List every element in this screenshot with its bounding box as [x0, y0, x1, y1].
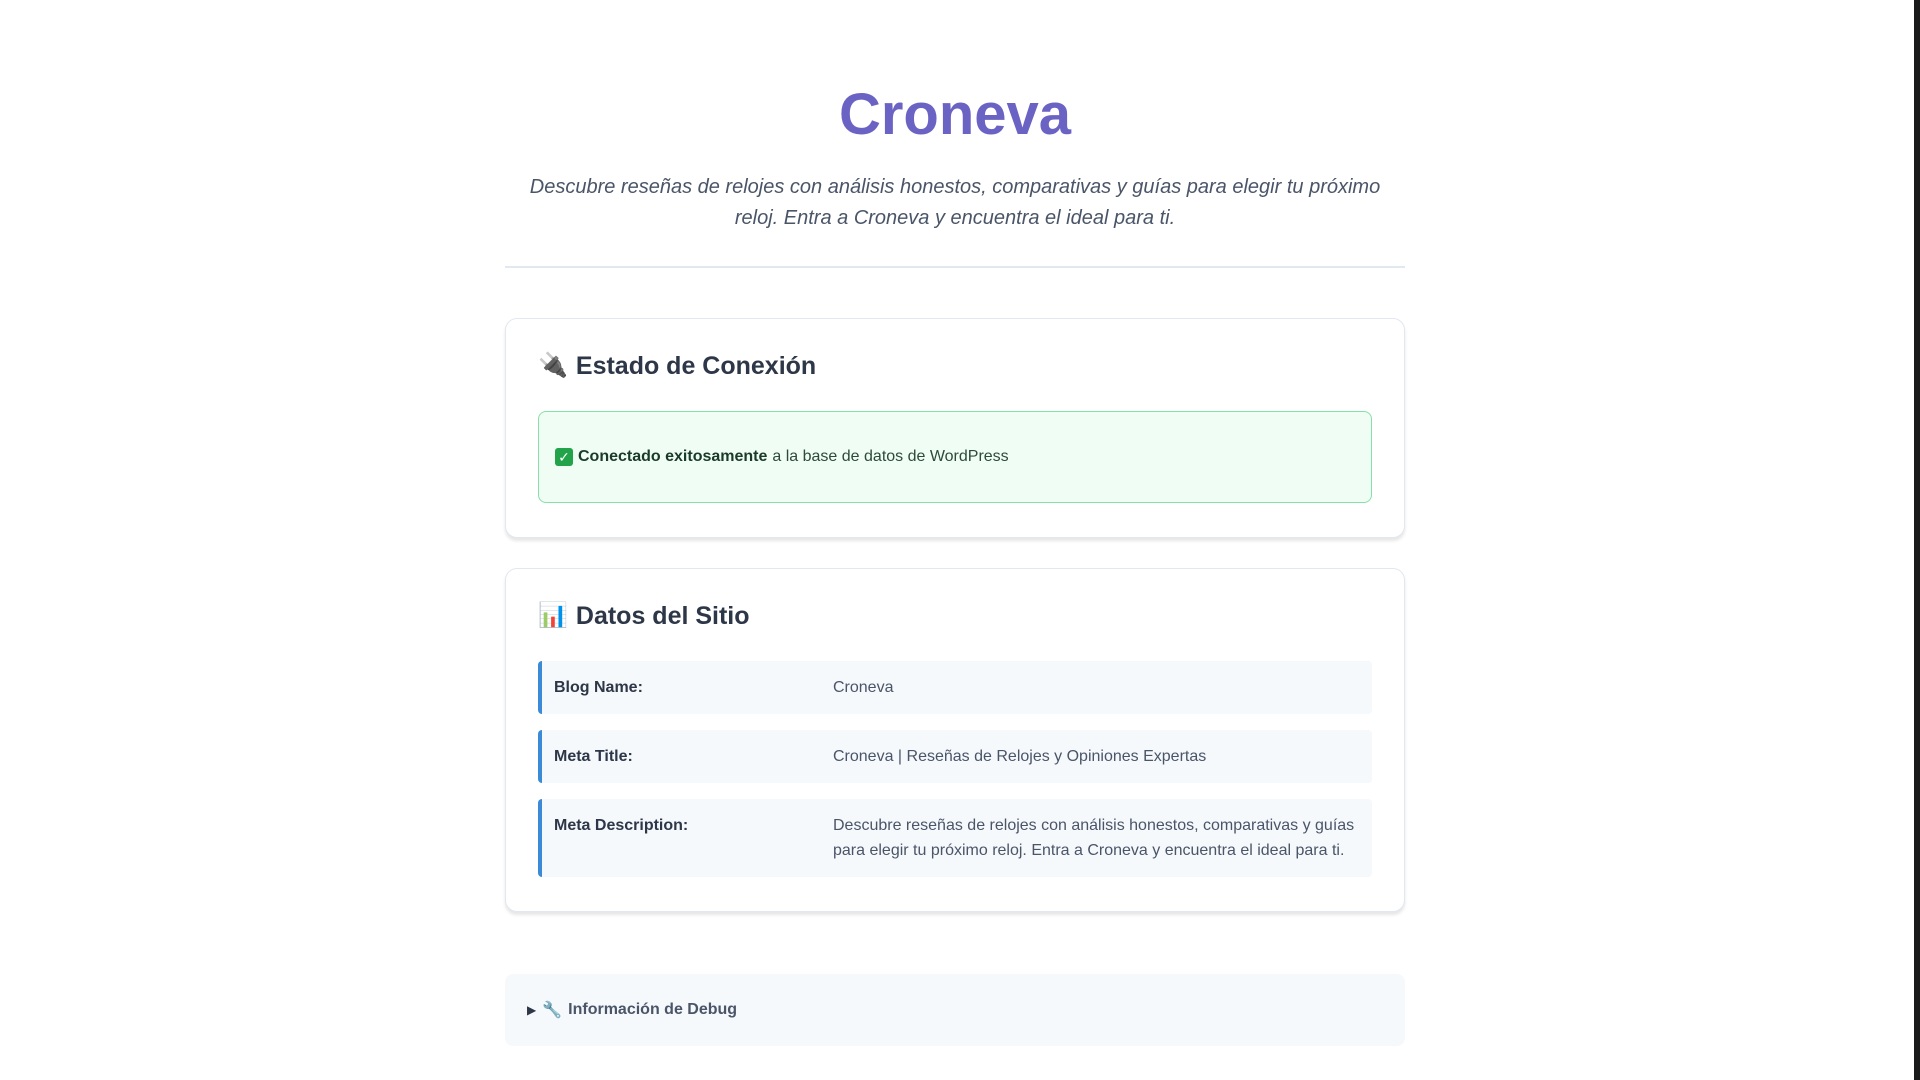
- debug-toggle[interactable]: [505, 974, 1405, 1046]
- data-value: Croneva | Reseñas de Relojes y Opiniones Expertas: [833, 748, 1207, 765]
- expand-arrow-icon: ▶: [527, 1003, 537, 1017]
- connection-status-box: [538, 411, 1372, 503]
- connection-card-title: [538, 349, 1372, 383]
- scrollbar-thumb[interactable]: [1914, 0, 1920, 1080]
- site-header: [505, 0, 1405, 268]
- data-row-meta-title: [538, 730, 1372, 783]
- data-value: Croneva: [833, 679, 894, 696]
- site-data-title-text: Datos del Sitio: [575, 602, 750, 630]
- main-container: [505, 0, 1405, 1046]
- plug-icon: 🔌: [538, 352, 568, 379]
- data-key: Meta Title:: [554, 748, 633, 765]
- site-title: Croneva: [838, 82, 1072, 147]
- data-value: Descubre reseñas de relojes con análisis honestos, comparativas y guías para elegir tu próximo reloj. Entra a Croneva y encuentra el ideal para ti.: [833, 817, 1355, 859]
- data-key: Meta Description:: [554, 817, 689, 834]
- wrench-icon: 🔧: [542, 1002, 563, 1019]
- connection-title-text: Estado de Conexión: [575, 352, 817, 380]
- status-text: a la base de datos de WordPress: [772, 448, 1009, 465]
- site-data-card: [505, 568, 1405, 912]
- debug-label: Información de Debug: [568, 1001, 738, 1018]
- data-key: Blog Name:: [554, 679, 643, 696]
- check-icon: ✓: [555, 448, 573, 466]
- connection-card: [505, 318, 1405, 538]
- data-row-meta-description: [538, 799, 1372, 877]
- data-row-blog-name: [538, 661, 1372, 714]
- site-tagline: Descubre reseñas de relojes con análisis honestos, comparativas y guías para elegir tu próximo reloj. Entra a Croneva y encuentra el ideal para ti.: [529, 176, 1381, 229]
- site-data-card-title: [538, 599, 1372, 633]
- bar-chart-icon: 📊: [538, 602, 568, 629]
- status-strong-text: Conectado exitosamente: [578, 448, 768, 465]
